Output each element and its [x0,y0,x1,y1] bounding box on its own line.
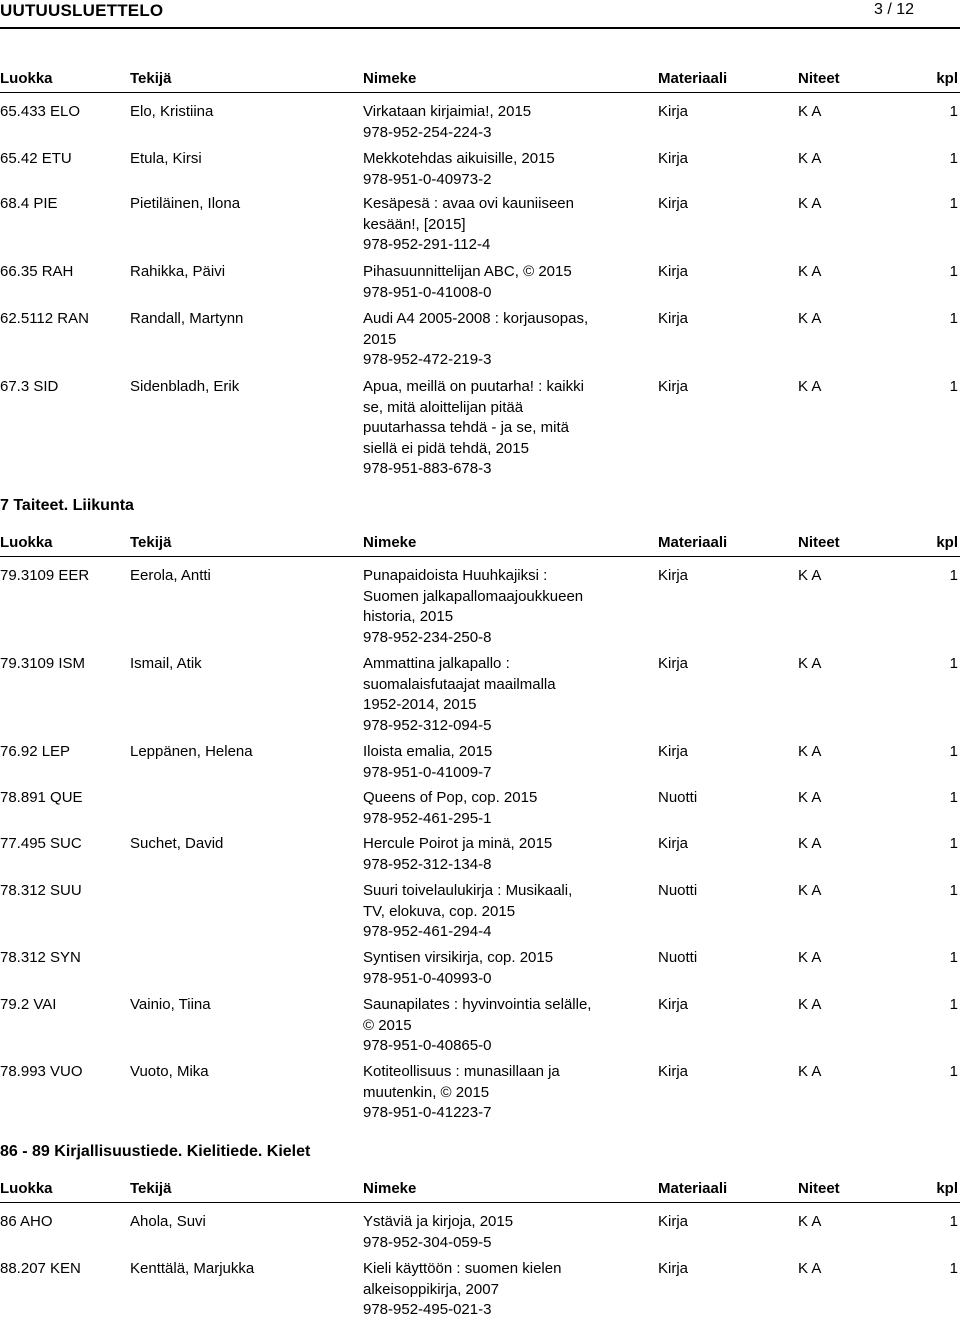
cell-kpl: 1 [949,378,958,395]
cell-tekija: Kenttälä, Marjukka [130,1260,255,1277]
cell-materiaali: Kirja [658,195,689,212]
column-header-materiaali: Materiaali [658,70,728,87]
cell-nimeke [363,102,648,143]
cell-niteet: K A [798,655,822,672]
title-line: 978-952-254-224-3 [363,123,492,141]
title-line: Kieli käyttöön : suomen kielen [363,1260,562,1277]
column-header-materiaali: Materiaali [658,534,728,551]
cell-niteet: K A [798,996,822,1013]
title-line: 978-951-0-40993-0 [363,969,492,987]
cell-nimeke [363,149,648,190]
cell-luokka: 78.312 SYN [0,949,81,966]
cell-luokka: 77.495 SUC [0,835,82,852]
title-line: 978-951-0-41008-0 [363,283,492,301]
title-line: suomalaisfutaajat maailmalla [363,675,556,693]
cell-kpl: 1 [949,263,958,280]
cell-materiaali: Nuotti [658,789,698,806]
section-title: 7 Taiteet. Liikunta [0,497,134,514]
cell-nimeke [363,566,648,648]
cell-nimeke [363,654,648,736]
cell-luokka: 78.891 QUE [0,789,83,806]
cell-nimeke [363,194,648,256]
cell-niteet: K A [798,1063,822,1080]
cell-materiaali: Nuotti [658,949,698,966]
cell-luokka: 62.5112 RAN [0,310,89,327]
cell-niteet: K A [798,949,822,966]
cell-materiaali: Kirja [658,743,689,760]
cell-niteet: K A [798,103,822,120]
column-header-tekija: Tekijä [130,534,172,551]
cell-kpl: 1 [949,1063,958,1080]
title-line: alkeisoppikirja, 2007 [363,1280,499,1298]
title-line: 978-952-495-021-3 [363,1301,492,1318]
cell-nimeke [363,262,648,303]
title-line: historia, 2015 [363,608,454,625]
cell-niteet: K A [798,743,822,760]
cell-nimeke [363,788,648,829]
cell-tekija: Ismail, Atik [130,655,202,672]
title-line: 978-951-0-41009-7 [363,763,492,781]
cell-luokka: 66.35 RAH [0,263,74,280]
catalog-title: UUTUUSLUETTELO [0,1,164,20]
cell-niteet: K A [798,310,822,327]
column-header-nimeke: Nimeke [363,70,417,87]
cell-luokka: 78.312 SUU [0,882,82,899]
cell-kpl: 1 [949,310,958,327]
cell-tekija: Randall, Martynn [130,310,244,327]
column-header-niteet: Niteet [798,534,840,551]
page-number: 3 / 12 [873,1,914,18]
cell-niteet: K A [798,789,822,806]
column-header-kpl: kpl [936,70,958,87]
cell-tekija: Eerola, Antti [130,567,211,584]
title-line: 978-951-883-678-3 [363,460,492,477]
title-line: 978-952-461-294-4 [363,923,492,940]
title-line: Ystäviä ja kirjoja, 2015 [363,1213,514,1230]
cell-kpl: 1 [949,789,958,806]
cell-niteet: K A [798,263,822,280]
title-line: 1952-2014, 2015 [363,696,477,713]
title-line: Hercule Poirot ja minä, 2015 [363,835,553,852]
cell-kpl: 1 [949,882,958,899]
cell-luokka: 78.993 VUO [0,1063,83,1080]
column-header-kpl: kpl [936,534,958,551]
title-line: 978-952-461-295-1 [363,809,492,827]
cell-kpl: 1 [949,743,958,760]
title-line: puutarhassa tehdä - ja se, mitä [363,419,569,436]
cell-kpl: 1 [949,655,958,672]
cell-materiaali: Kirja [658,996,689,1013]
title-line: 978-952-304-059-5 [363,1233,492,1251]
title-line: Pihasuunnittelijan ABC, © 2015 [363,263,572,280]
cell-nimeke [363,377,648,480]
title-line: Kesäpesä : avaa ovi kauniiseen [363,195,574,212]
cell-luokka: 68.4 PIE [0,195,58,212]
cell-materiaali: Kirja [658,103,689,120]
column-header-kpl: kpl [936,1180,958,1197]
cell-kpl: 1 [949,150,958,167]
column-header-tekija: Tekijä [130,70,172,87]
cell-kpl: 1 [949,1213,958,1230]
cell-tekija: Vainio, Tiina [130,996,211,1013]
cell-luokka: 79.3109 ISM [0,655,86,672]
title-line: Ammattina jalkapallo : [363,655,510,672]
column-header-luokka: Luokka [0,1180,53,1197]
column-header-niteet: Niteet [798,1180,840,1197]
cell-luokka: 65.433 ELO [0,103,81,120]
column-header-tekija: Tekijä [130,1180,172,1197]
cell-luokka: 76.92 LEP [0,743,71,760]
cell-materiaali: Nuotti [658,882,698,899]
title-line: Suuri toivelaulukirja : Musikaali, [363,882,573,899]
cell-materiaali: Kirja [658,378,689,395]
title-line: kesään!, [2015] [363,215,466,233]
title-line: Apua, meillä on puutarha! : kaikki [363,378,584,395]
cell-niteet: K A [798,1260,822,1277]
title-line: se, mitä aloittelijan pitää [363,398,524,416]
column-header-materiaali: Materiaali [658,1180,728,1197]
column-header-luokka: Luokka [0,70,53,87]
cell-tekija: Etula, Kirsi [130,150,202,167]
cell-materiaali: Kirja [658,310,689,327]
title-line: Syntisen virsikirja, cop. 2015 [363,949,554,966]
cell-tekija: Vuoto, Mika [130,1063,209,1080]
cell-tekija: Rahikka, Päivi [130,263,226,280]
title-line: Iloista emalia, 2015 [363,743,493,760]
cell-luokka: 86 AHO [0,1213,53,1230]
cell-nimeke [363,1212,648,1253]
title-line: Saunapilates : hyvinvointia selälle, [363,996,592,1013]
cell-materiaali: Kirja [658,567,689,584]
title-line: 978-952-312-094-5 [363,716,492,734]
cell-luokka: 67.3 SID [0,378,59,395]
cell-nimeke [363,1259,648,1321]
column-header-row [0,70,960,90]
cell-kpl: 1 [949,949,958,966]
title-line: 978-951-0-40865-0 [363,1037,492,1054]
title-line: Audi A4 2005-2008 : korjausopas, [363,310,589,327]
cell-niteet: K A [798,835,822,852]
cell-nimeke [363,742,648,783]
cell-tekija: Pietiläinen, Ilona [130,195,241,212]
cell-tekija: Sidenbladh, Erik [130,378,240,395]
title-line: Mekkotehdas aikuisille, 2015 [363,150,555,167]
cell-niteet: K A [798,378,822,395]
title-line: Virkataan kirjaimia!, 2015 [363,103,532,120]
column-header-row [0,534,960,554]
cell-niteet: K A [798,882,822,899]
cell-kpl: 1 [949,1260,958,1277]
cell-luokka: 79.3109 EER [0,567,90,584]
title-line: Kotiteollisuus : munasillaan ja [363,1063,560,1080]
title-line: Punapaidoista Huuhkajiksi : [363,567,548,584]
cell-niteet: K A [798,150,822,167]
cell-tekija: Suchet, David [130,835,224,852]
title-line: 978-951-0-40973-2 [363,170,492,188]
cell-luokka: 65.42 ETU [0,150,72,167]
cell-nimeke [363,834,648,875]
cell-luokka: 88.207 KEN [0,1260,81,1277]
cell-nimeke [363,995,648,1057]
cell-niteet: K A [798,195,822,212]
title-line: Queens of Pop, cop. 2015 [363,789,538,806]
title-line: siellä ei pidä tehdä, 2015 [363,439,529,457]
header-underline [0,92,960,93]
cell-materiaali: Kirja [658,150,689,167]
cell-materiaali: Kirja [658,263,689,280]
cell-nimeke [363,309,648,371]
cell-materiaali: Kirja [658,1063,689,1080]
column-header-row [0,1180,960,1200]
title-line: muutenkin, © 2015 [363,1083,490,1101]
column-header-luokka: Luokka [0,534,53,551]
title-line: 978-951-0-41223-7 [363,1104,492,1121]
title-line: 978-952-472-219-3 [363,351,492,368]
header-rule [0,27,960,29]
title-line: 978-952-312-134-8 [363,855,492,873]
title-line: 978-952-234-250-8 [363,628,492,646]
cell-niteet: K A [798,567,822,584]
cell-tekija: Ahola, Suvi [130,1213,206,1230]
title-line: 978-952-291-112-4 [363,236,491,253]
header-underline [0,1202,960,1203]
cell-materiaali: Kirja [658,655,689,672]
cell-tekija: Elo, Kristiina [130,103,214,120]
section-title: 86 - 89 Kirjallisuustiede. Kielitiede. Kielet [0,1143,311,1160]
cell-kpl: 1 [949,195,958,212]
column-header-nimeke: Nimeke [363,1180,417,1197]
cell-kpl: 1 [949,567,958,584]
cell-materiaali: Kirja [658,1213,689,1230]
title-line: TV, elokuva, cop. 2015 [363,902,516,920]
cell-niteet: K A [798,1213,822,1230]
title-line: 2015 [363,330,397,348]
cell-nimeke [363,948,648,989]
cell-materiaali: Kirja [658,1260,689,1277]
cell-kpl: 1 [949,103,958,120]
column-header-nimeke: Nimeke [363,534,417,551]
cell-luokka: 79.2 VAI [0,996,57,1013]
title-line: © 2015 [363,1016,412,1034]
cell-nimeke [363,881,648,943]
cell-kpl: 1 [949,835,958,852]
cell-nimeke [363,1062,648,1124]
cell-materiaali: Kirja [658,835,689,852]
cell-tekija: Leppänen, Helena [130,743,253,760]
title-line: Suomen jalkapallomaajoukkueen [363,587,584,605]
column-header-niteet: Niteet [798,70,840,87]
cell-kpl: 1 [949,996,958,1013]
header-underline [0,556,960,557]
